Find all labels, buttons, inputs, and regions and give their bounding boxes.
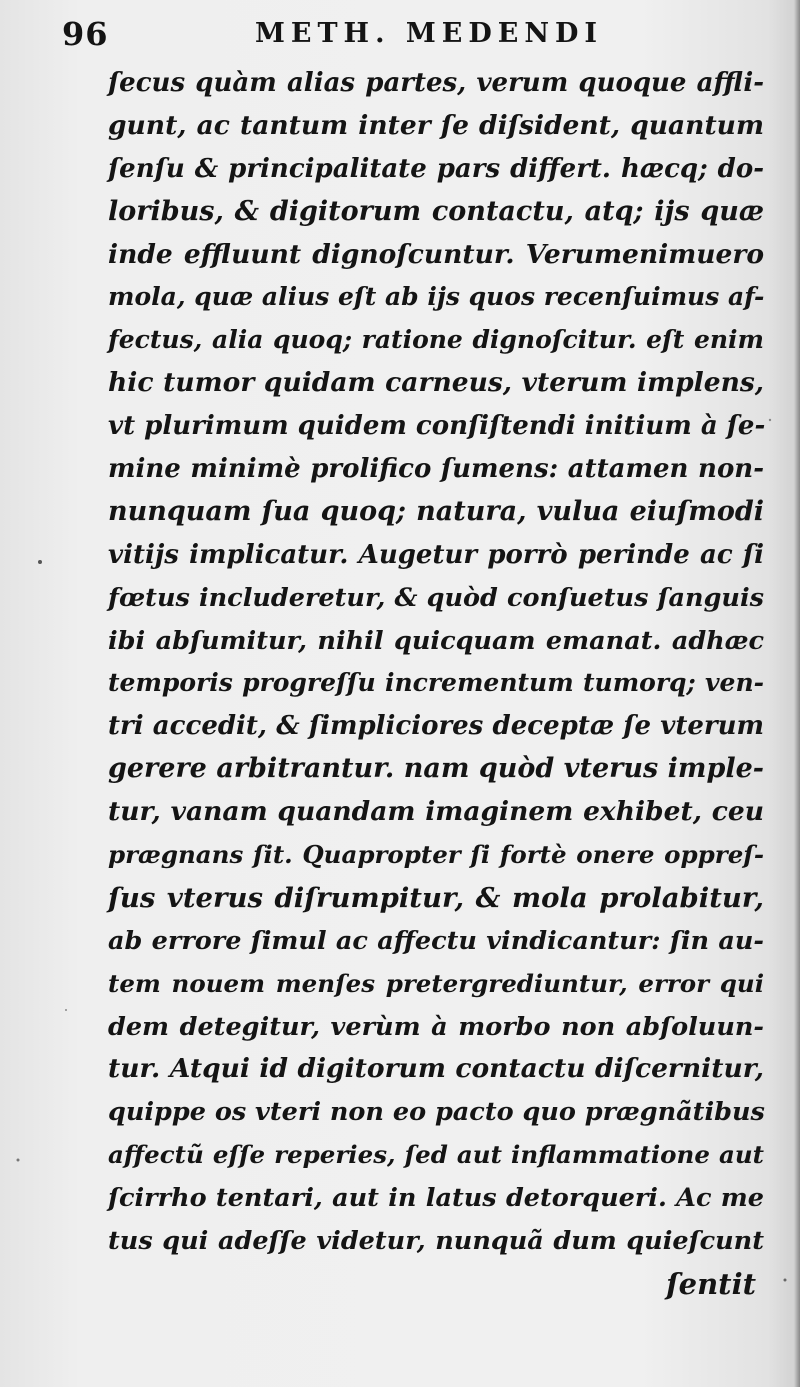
- text-line: ibi abſumitur, nihil quicquam emanat. adhæc: [108, 625, 764, 656]
- text-line: nunquam ſua quoq; natura, vulua eiuſmodi: [108, 495, 764, 527]
- text-line: hic tumor quidam carneus, vterum implens,: [108, 367, 764, 399]
- text-line: ſus vterus diſrumpitur, & mola prolabitur,: [108, 881, 764, 914]
- text-line: dem detegitur, verùm à morbo non abſoluun-: [108, 1011, 764, 1042]
- text-line: prægnans ſit. Quapropter ſi fortè onere oppreſ-: [108, 840, 764, 870]
- text-line: quippe os vteri non eo pacto quo prægnãtibus: [108, 1097, 765, 1128]
- text-line: ab errore ſimul ac affectu vindicantur: ſin au-: [108, 925, 764, 956]
- text-line: temporis progreſſu incrementum tumorq; ven-: [108, 668, 764, 698]
- text-line: vt plurimum quidem conſiſtendi initium à ſe-: [108, 411, 766, 442]
- page-number: 96: [62, 15, 109, 53]
- text-line: tus qui adeſſe videtur, nunquã dum quieſcunt: [108, 1226, 764, 1257]
- text-line: tri accedit, & ſimpliciores deceptæ ſe vterum: [108, 711, 764, 742]
- page-edge-shadow: [794, 0, 800, 1387]
- text-line: mine minimè prolifico ſumens: attamen non-: [108, 454, 764, 485]
- text-line: ſcirrho tentari, aut in latus detorqueri. Ac me: [108, 1183, 764, 1214]
- text-line: tur, vanam quandam imaginem exhibet, ceu: [108, 796, 764, 828]
- text-line: mola, quæ alius eſt ab ijs quos recenſuimus af-: [108, 282, 765, 312]
- text-line: loribus, & digitorum contactu, atq; ijs quæ: [108, 195, 764, 227]
- text-line: gunt, ac tantum inter ſe diſsident, quantum: [108, 109, 764, 141]
- catchword: ſentit: [666, 1266, 756, 1301]
- text-line: tur. Atqui id digitorum contactu diſcernitur,: [108, 1053, 764, 1085]
- text-line: fectus, alia quoq; ratione dignoſcitur. eſt enim: [108, 325, 764, 355]
- text-line: inde effluunt dignoſcuntur. Verumenimuero: [108, 238, 764, 270]
- text-line: ſenſu & principalitate pars differt. hæcq; do-: [108, 153, 764, 184]
- text-line: affectũ eſſe reperies, ſed aut inflammatione aut: [108, 1140, 764, 1170]
- running-head: METH. MEDENDI: [255, 18, 604, 49]
- text-line: gerere arbitrantur. nam quòd vterus imple-: [108, 753, 764, 785]
- text-line: ſecus quàm alias partes, verum quoque affli-: [108, 68, 764, 98]
- text-line: vitijs implicatur. Augetur porrò perinde ac ſi: [108, 539, 764, 570]
- text-line: fœtus includeretur, & quòd conſuetus ſanguis: [108, 582, 764, 613]
- text-line: tem nouem menſes pretergrediuntur, error qui: [108, 968, 764, 998]
